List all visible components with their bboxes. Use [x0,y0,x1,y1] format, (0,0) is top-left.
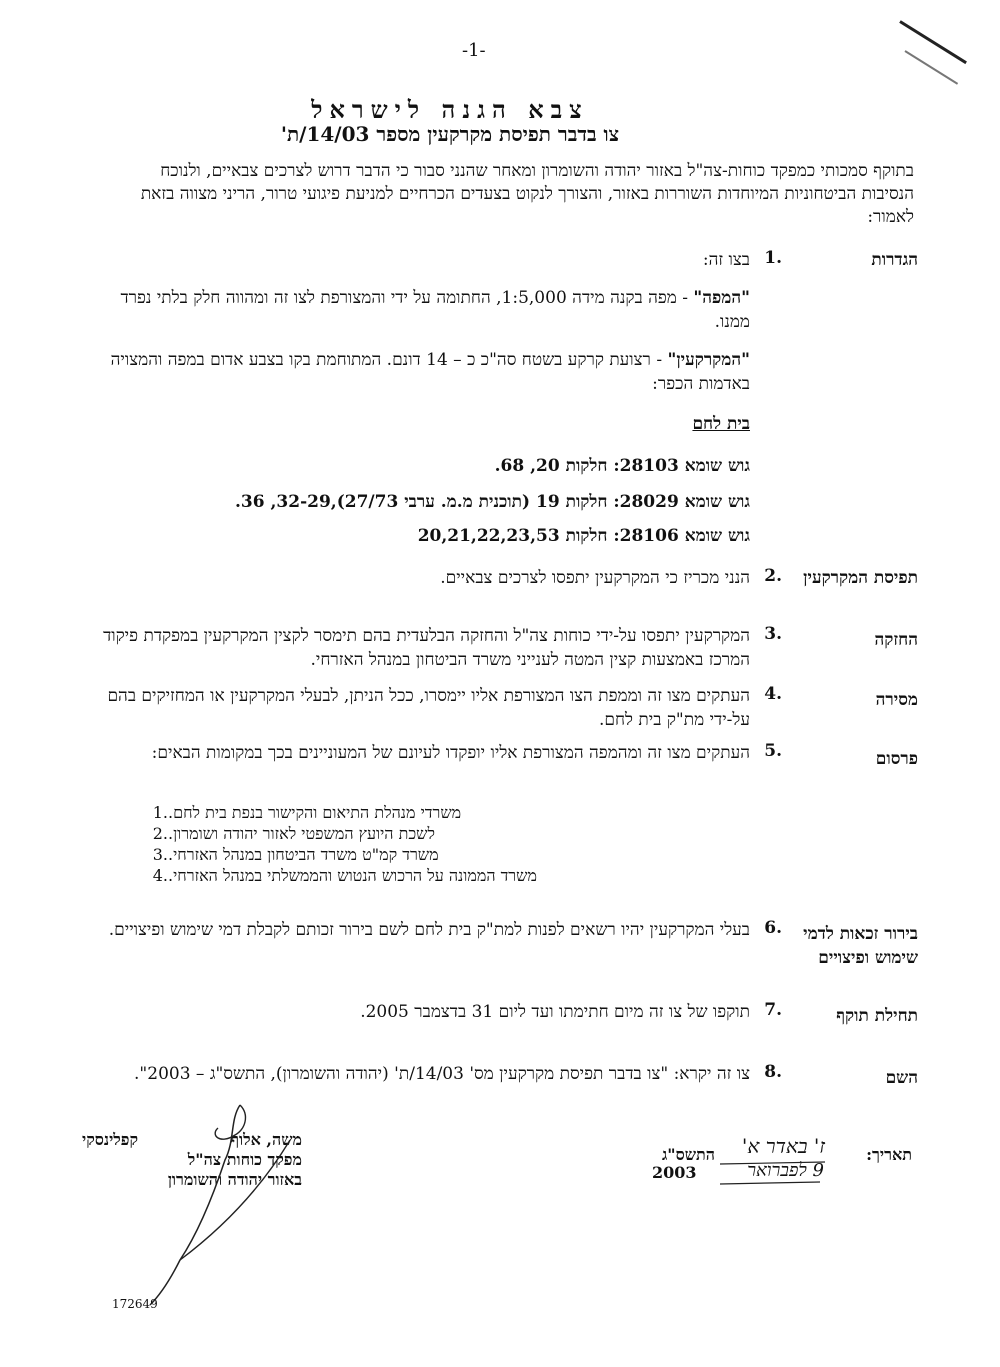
parcel-line: גוש שומא 28106: חלקות 20,21,22,23,53 [417,526,750,546]
greg-year: 2003 [652,1163,697,1182]
section-7 [0,1000,1000,1040]
list-item: .4 משרד הממונה על הרכוש הנטוש והממשלתי במנהל האזרחי. [152,866,537,885]
section-heading: השם [885,1068,918,1088]
handwritten-hebrew-date: ז' באדר א' [741,1134,825,1158]
section-text: העתקים מצו זה וממפת הצו המצורפת אליו יימסרו, ככל הניתן, לבעלי המקרקעין או המחזיקים בהם על-ידי מת"ק בית לחם. [107,686,750,730]
page-number: -1- [462,40,486,61]
section-4 [0,684,1000,744]
section-2 [0,566,1000,626]
hebrew-year: התשס"ג [661,1145,715,1164]
section-number: .3 [764,624,782,644]
section-heading: תחילת תוקף [836,1006,918,1026]
list-item: .3 משרד קמ"ט משרד הביטחון במנהל האזרחי. [152,845,439,864]
section-6 [0,918,1000,1008]
section-5 [0,741,1000,801]
signatory-region: באזור יהודה והשומרון [167,1170,302,1189]
signatory-surname: קפלינסקי [82,1130,139,1149]
date-underline-strokes [715,1150,835,1190]
list-item: .1 משרדי מנהלת התיאום והקישור בנפת בית לחם. [152,803,462,822]
section-text: צו זה יקרא: "צו בדבר תפיסת מקרקעין מס' 14/03/ת' (יהודה והשומרון), התשס"ג – 2003". [134,1064,750,1084]
section-heading: הגדרות [871,250,918,270]
section-heading: בירור זכאות לדמי שימוש ופיצויים [803,924,918,968]
section-text: העתקים מצו זה ומהמפה המצורפת אליו יופקדו לעיונם של המעוניינים בכך במקומות הבאים: [151,743,750,763]
date-label: תאריך: [866,1145,912,1164]
section-heading: מסירה [875,690,918,710]
corner-stroke-mark [899,20,967,64]
definition-text: - רצועת קרקע בשטח סה"כ כ – 14 דונם. המתוחמת בקו בצבע אדום במפה והמצויה באדמות הכפר: [110,350,750,394]
section-number: .2 [764,566,782,586]
section-text: המקרקעין יתפסו על-ידי כוחות צה"ל והחזקה הבלעדית בהם תימסר לקצין המקרקעין במפקדת פיקוד המרכז באמצעות קצין המטה לענייני משרד הביטחון במנהל האזרחי. [103,626,750,670]
signatory-name-rank: משה, אלוף [230,1130,302,1149]
definition-land [80,348,750,396]
section-number: .7 [764,1000,782,1020]
definition-map [80,286,750,334]
section-8 [0,1062,1000,1102]
handwritten-signature [140,1100,300,1310]
section-number: .5 [764,741,782,761]
signatory-title: מפקד כוחות צה"ל [187,1150,302,1169]
section-number: .4 [764,684,782,704]
section-number: .1 [764,248,782,268]
section-number: .8 [764,1062,782,1082]
order-title: צו בדבר תפיסת מקרקעין מספר 14/03/ת' [280,122,620,146]
definition-text: - מפה בקנה מידה 1:5,000, החתומה על ידי והמצורפת לצו זה ומהווה חלק בלתי נפרד ממנו. [120,288,750,332]
parcel-line: גוש שומא 28103: חלקות 20, 68. [494,456,750,476]
section-text: בעלי המקרקעין יהיו רשאים לפנות למת"ק בית לחם לשם בירור זכותם לקבלת דמי שימוש ופיצויים. [108,920,750,940]
corner-stroke-mark-light [904,50,958,85]
definition-term: "המפה" [693,288,750,308]
list-item: .2 לשכת היועץ המשפטי לאזור יהודה ושומרון. [152,824,435,843]
section-text: תוקפו של צו זה מיום חתימתו ועד ליום 31 בדצמבר 2005. [360,1002,750,1022]
section-text: הנני מכריז כי המקרקעין יתפסו לצרכים צבאיים. [440,568,750,588]
section-number: .6 [764,918,782,938]
section-3 [0,624,1000,684]
serial-number: 172649 [112,1297,158,1311]
preamble: בתוקף סמכותי כמפקד כוחות-צה"ל באזור יהודה והשומרון ומאחר שהנני סבור כי הדבר דרוש לצרכים צבאיים, ולנוכח הנסיבות הביטחוניות המיוחדות השוררות באזור, והצורך לנקוט בצעדים הכרחיים למניעת פיגועי טרור, הריני מצווה בזאת לאמור: [140,161,914,227]
definition-term: "המקרקעין" [667,350,750,370]
handwritten-greg-date: 9 לפברואר [747,1160,824,1181]
section-heading: פרסום [875,749,918,769]
village-name: בית לחם [692,414,750,434]
section-heading: החזקה [874,630,918,650]
org-title: צבא הגנה לישראל [311,95,589,124]
section-intro: בצו זה: [702,250,750,270]
parcel-line: גוש שומא 28029: חלקות 19 (תוכנית מ.מ. ערבי 27/73),32-29, 36. [234,492,750,512]
section-heading: תפיסת המקרקעין [803,568,918,588]
publication-list [140,802,740,886]
